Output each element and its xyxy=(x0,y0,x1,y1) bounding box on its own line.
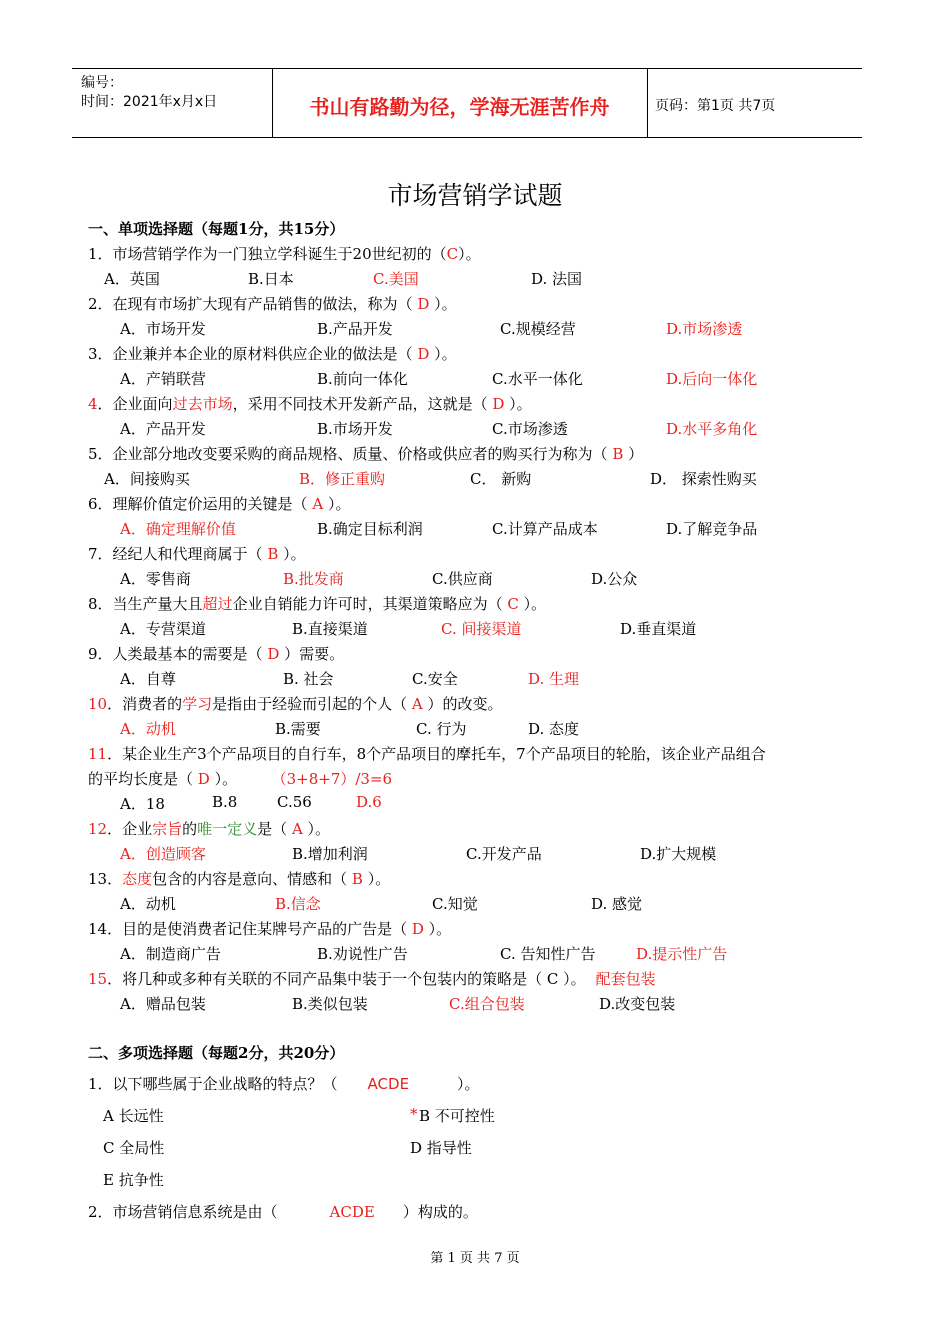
question-15: 15．将几种或多种有关联的不同产品集中装于一个包装内的策略是（ C ）。 配套包装 xyxy=(88,970,656,988)
answer: D xyxy=(492,395,505,413)
question-8: 8．当生产量大且超过企业自销能力许可时，其渠道策略应为（ C ）。 xyxy=(88,595,547,613)
answer: D xyxy=(417,295,430,313)
option: A．市场开发 xyxy=(120,320,206,338)
keyword-green: 唯一定义 xyxy=(197,820,258,838)
question-5: 5．企业部分地改变要采购的商品规格、质量、价格或供应者的购买行为称为（ B ） xyxy=(88,445,644,463)
option-correct: B.批发商 xyxy=(283,570,344,588)
question-10: 10．消费者的学习是指由于经验而引起的个人（ A ）的改变。 xyxy=(88,695,503,713)
option-correct: D.市场渗透 xyxy=(666,320,743,338)
answer: B xyxy=(351,870,363,888)
option: A．间接购买 xyxy=(104,470,190,488)
page-number-label: 页码：第1页 共7页 xyxy=(655,98,776,114)
option: B.确定目标利润 xyxy=(317,520,423,538)
option: B.日本 xyxy=(248,270,294,288)
option: A．零售商 xyxy=(120,570,191,588)
option: D． 探索性购买 xyxy=(650,470,757,488)
keyword: 学习 xyxy=(182,695,213,713)
keyword: 态度 xyxy=(122,870,153,888)
question-6: 6．理解价值定价运用的关键是（ A ）。 xyxy=(88,495,351,513)
answer: A xyxy=(312,495,324,513)
option: D 指导性 xyxy=(410,1139,472,1157)
option-correct: D.后向一体化 xyxy=(666,370,758,388)
question-14: 14．目的是使消费者记住某牌号产品的广告是（ D ）。 xyxy=(88,920,452,938)
option: C. 告知性广告 xyxy=(500,945,596,963)
option: A．动机 xyxy=(120,895,176,913)
answer: D xyxy=(411,920,424,938)
page-header xyxy=(72,68,862,138)
option: B.8 xyxy=(212,793,238,811)
question-11-line2: 的平均长度是（ D ）。 （3+8+7）/3=6 xyxy=(88,770,393,788)
option: C.规模经营 xyxy=(500,320,576,338)
question-11: 11．某企业生产3个产品项目的自行车，8个产品项目的摩托车，7个产品项目的轮胎，该企业产品组合 xyxy=(88,745,766,763)
option: C.供应商 xyxy=(432,570,493,588)
option: B.直接渠道 xyxy=(292,620,368,638)
header-motto-cell xyxy=(272,69,648,137)
question-3: 3．企业兼并本企业的原材料供应企业的做法是（ D ）。 xyxy=(88,345,457,363)
option: C.56 xyxy=(277,793,312,811)
option: A．18 xyxy=(120,795,165,813)
option: B.产品开发 xyxy=(317,320,393,338)
option: C.计算产品成本 xyxy=(492,520,598,538)
question-1: 1．市场营销学作为一门独立学科诞生于20世纪初的（C）。 xyxy=(88,245,481,263)
option: D.扩大规模 xyxy=(640,845,717,863)
option: A．赠品包装 xyxy=(120,995,206,1013)
answer: D xyxy=(197,770,210,788)
answer: D xyxy=(417,345,430,363)
option: B. 社会 xyxy=(283,670,334,688)
option-correct: B.信念 xyxy=(275,895,321,913)
option: A．英国 xyxy=(104,270,160,288)
page-footer: 第 1 页 共 7 页 xyxy=(430,1251,520,1266)
keyword: 宗旨 xyxy=(152,820,183,838)
option: B 不可控性 xyxy=(419,1107,495,1125)
option: C. 行为 xyxy=(416,720,467,738)
option: C.水平一体化 xyxy=(492,370,583,388)
option: C． 新购 xyxy=(470,470,532,488)
option-correct: C. 间接渠道 xyxy=(441,620,522,638)
section-heading-1: 一、单项选择题（每题1分，共15分） xyxy=(88,220,345,238)
option-correct: C.组合包装 xyxy=(449,995,525,1013)
option: A．自尊 xyxy=(120,670,176,688)
option: D.了解竞争品 xyxy=(666,520,758,538)
option: B.前向一体化 xyxy=(317,370,408,388)
option: D. 法国 xyxy=(531,270,583,288)
page-title: 市场营销学试题 xyxy=(387,181,563,210)
option: D.垂直渠道 xyxy=(620,620,697,638)
option: B.劝说性广告 xyxy=(317,945,408,963)
motto: 书山有路勤为径，学海无涯苦作舟 xyxy=(309,95,610,119)
question-7: 7．经纪人和代理商属于（ B ）。 xyxy=(88,545,306,563)
option: D.公众 xyxy=(591,570,638,588)
question-12: 12．企业宗旨的唯一定义是（ A ）。 xyxy=(88,820,331,838)
question-9: 9．人类最基本的需要是（ D ）需要。 xyxy=(88,645,345,663)
keyword: 过去市场 xyxy=(172,395,233,413)
option-correct: D.水平多角化 xyxy=(666,420,758,438)
option-correct: D. 生理 xyxy=(528,670,580,688)
option: C.市场渗透 xyxy=(492,420,568,438)
answer: B xyxy=(267,545,279,563)
multi-question-2: 2．市场营销信息系统是由（ ACDE ）构成的。 xyxy=(88,1203,478,1221)
header-page-cell xyxy=(647,69,862,137)
question-4: 4．企业面向过去市场，采用不同技术开发新产品，这就是（ D ）。 xyxy=(88,395,532,413)
number-label: 编号： xyxy=(81,75,123,91)
option-correct: D.提示性广告 xyxy=(636,945,728,963)
option-correct: A．动机 xyxy=(120,720,176,738)
asterisk-mark: * xyxy=(410,1105,418,1123)
answer: ACDE xyxy=(329,1203,375,1221)
option: D. 态度 xyxy=(528,720,580,738)
option: A．产品开发 xyxy=(120,420,206,438)
option: A．产销联营 xyxy=(120,370,206,388)
question-2: 2．在现有市场扩大现有产品销售的做法，称为（ D ）。 xyxy=(88,295,457,313)
option: C.安全 xyxy=(412,670,458,688)
option: C.知觉 xyxy=(432,895,478,913)
option: B.类似包装 xyxy=(292,995,368,1013)
answer: A xyxy=(291,820,303,838)
date-label: 时间：2021年x月x日 xyxy=(81,94,218,110)
answer: B xyxy=(612,445,624,463)
option: B.增加利润 xyxy=(292,845,368,863)
option: A 长远性 xyxy=(103,1107,164,1125)
question-13: 13．态度包含的内容是意向、情感和（ B ）。 xyxy=(88,870,391,888)
option: C.开发产品 xyxy=(466,845,542,863)
option-correct: B．修正重购 xyxy=(299,470,386,488)
section-heading-2: 二、多项选择题（每题2分，共20分） xyxy=(88,1044,345,1062)
option: B.市场开发 xyxy=(317,420,393,438)
answer: C xyxy=(507,595,519,613)
header-info-cell xyxy=(72,69,273,137)
option-correct: D.6 xyxy=(356,793,382,811)
option: D. 感觉 xyxy=(591,895,643,913)
option: A．制造商广告 xyxy=(120,945,221,963)
answer: C xyxy=(446,245,459,263)
calculation-note: （3+8+7）/3=6 xyxy=(279,770,393,788)
keyword: 超过 xyxy=(202,595,233,613)
option-correct: A．创造顾客 xyxy=(120,845,206,863)
option: A．专营渠道 xyxy=(120,620,206,638)
option: C 全局性 xyxy=(103,1139,165,1157)
answer-note: 配套包装 xyxy=(595,970,656,988)
answer: A xyxy=(411,695,423,713)
multi-question-1: 1．以下哪些属于企业战略的特点？（ ACDE ）。 xyxy=(88,1075,480,1093)
option: D.改变包装 xyxy=(599,995,676,1013)
option-correct: C.美国 xyxy=(373,270,419,288)
option-correct: A．确定理解价值 xyxy=(120,520,236,538)
option: B.需要 xyxy=(275,720,321,738)
option: E 抗争性 xyxy=(103,1171,164,1189)
answer: D xyxy=(267,645,280,663)
answer: ACDE xyxy=(367,1075,410,1093)
